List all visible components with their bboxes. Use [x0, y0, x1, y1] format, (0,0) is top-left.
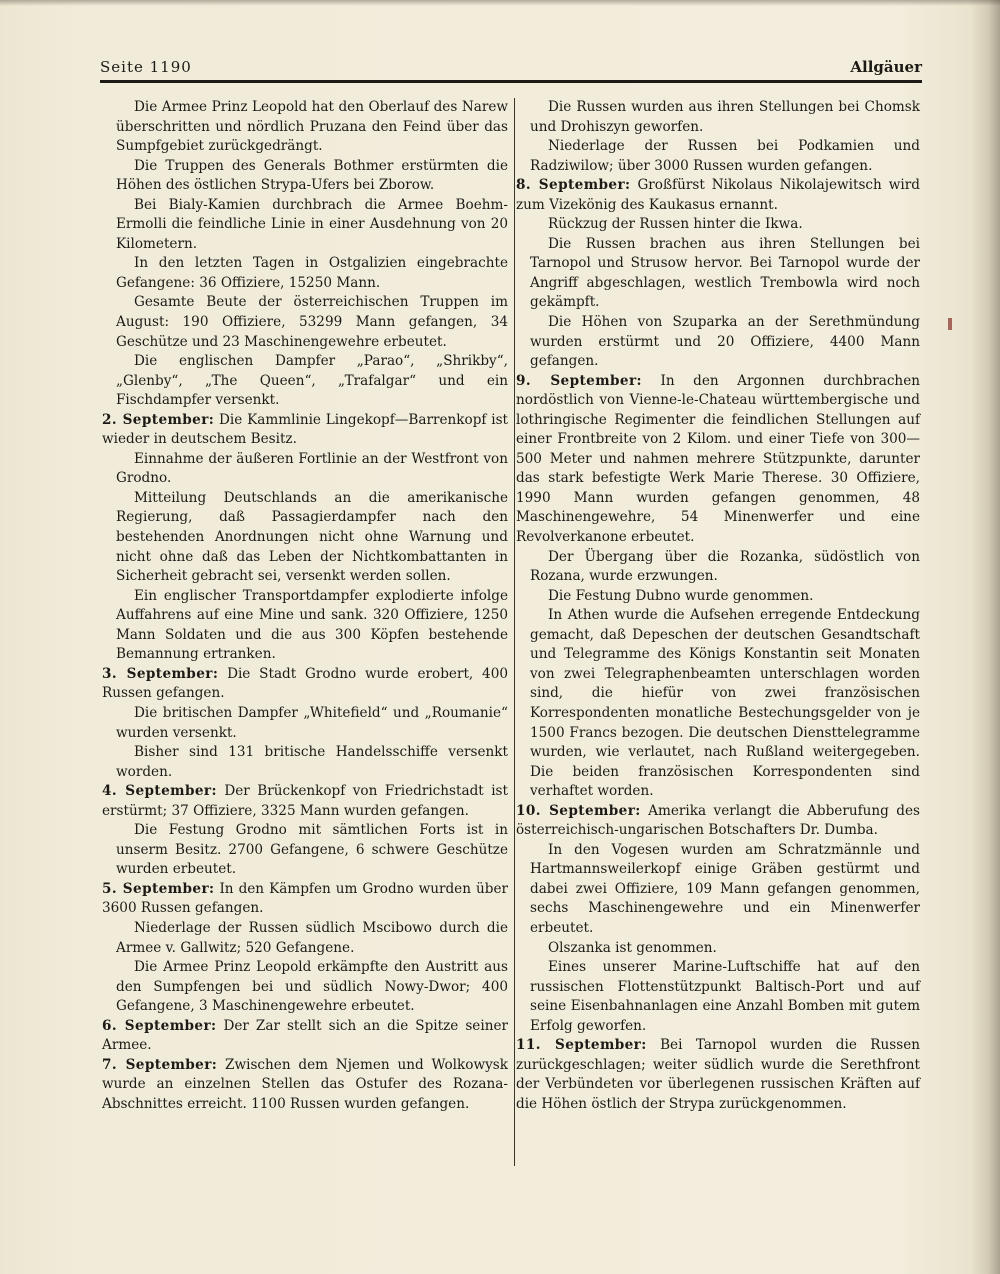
- paragraph: Die britischen Dampfer „Whitefield“ und „Roumanie“ wurden versenkt.: [116, 704, 508, 741]
- paragraph: Die Festung Grodno mit sämtlichen Forts ist in unserm Besitz. 2700 Gefangene, 6 schwere Geschütze wurden erbeutet.: [116, 822, 508, 878]
- entry-date: 8. September:: [516, 177, 631, 194]
- header-rule: [100, 80, 922, 83]
- paragraph: Niederlage der Russen südlich Mscibowo durch die Armee v. Gallwitz; 520 Gefangene.: [116, 919, 508, 956]
- column-divider: [514, 98, 515, 1166]
- paragraph: Die Truppen des Generals Bothmer erstürmten die Höhen des östlichen Strypa-Ufers bei Zborow.: [116, 157, 508, 194]
- entry-date: 2. September:: [102, 411, 215, 428]
- paragraph: Mitteilung Deutschlands an die amerikanische Regierung, daß Passagierdampfer nach den bestehenden Anordnungen nicht ohne Warnung und nicht ohne daß das Leben der Nichtkombattanten in Sicherheit gebracht sei, versenkt werden sollen.: [116, 489, 508, 585]
- paragraph: Eines unserer Marine-Luftschiffe hat auf den russischen Flottenstützpunkt Baltisch-Port und auf seine Eisenbahnanlagen eine Anzahl Bomben mit gutem Erfolg geworfen.: [530, 959, 920, 1034]
- paragraph: Die Höhen von Szuparka an der Serethmündung wurden erstürmt und 20 Offiziere, 4400 Mann gefangen.: [530, 314, 920, 370]
- entry-date: 11. September:: [516, 1037, 647, 1054]
- dated-entry: 8. September: Großfürst Nikolaus Nikolajewitsch wird zum Vizekönig des Kaukasus ernannt.: [516, 177, 920, 213]
- paragraph: Niederlage der Russen bei Podkamien und Radziwilow; über 3000 Russen wurden gefangen.: [530, 138, 920, 174]
- paragraph: Die Armee Prinz Leopold erkämpfte den Austritt aus den Sumpfengen bei und südlich Nowy-Dwor; 400 Gefangene, 3 Maschinengewehre erbeutet.: [116, 959, 508, 1015]
- paragraph: Der Übergang über die Rozanka, südöstlich von Rozana, wurde erzwungen.: [530, 548, 920, 585]
- paragraph: Die Armee Prinz Leopold hat den Oberlauf des Narew überschritten und nördlich Pruzana den Feind über das Sumpfgebiet zurückgedrängt.: [116, 99, 508, 155]
- entry-date: 7. September:: [102, 1056, 218, 1073]
- paragraph: Bisher sind 131 britische Handelsschiffe versenkt worden.: [116, 744, 508, 780]
- dated-entry: 7. September: Zwischen dem Njemen und Wolkowysk wurde an einzelnen Stellen das Ostufer des Rozana-Abschnittes erreicht. 1100 Russen wurden gefangen.: [102, 1056, 508, 1112]
- publication-title: Allgäuer: [850, 58, 922, 76]
- paragraph: Bei Bialy-Kamien durchbrach die Armee Boehm-Ermolli die feindliche Linie in einer Ausdehnung von 20 Kilometern.: [116, 196, 508, 252]
- dated-entry: 4. September: Der Brückenkopf von Friedrichstadt ist erstürmt; 37 Offiziere, 3325 Mann wurden gefangen.: [102, 783, 508, 819]
- dated-entry: 10. September: Amerika verlangt die Abberufung des österreichisch-ungarischen Botschafters Dr. Dumba.: [516, 802, 920, 839]
- paragraph: Einnahme der äußeren Fortlinie an der Westfront von Grodno.: [116, 450, 508, 487]
- paragraph: Die Festung Dubno wurde genommen.: [548, 587, 814, 604]
- paragraph: Die Russen brachen aus ihren Stellungen bei Tarnopol und Strusow hervor. Bei Tarnopol wurde der Angriff abgeschlagen, westlich Trembowla wird noch gekämpft.: [530, 235, 920, 311]
- paragraph: Olszanka ist genommen.: [548, 939, 717, 956]
- page-top-shadow: [0, 0, 1000, 6]
- dated-entry: 5. September: In den Kämpfen um Grodno wurden über 3600 Russen gefangen.: [102, 880, 508, 917]
- paragraph: In den Vogesen wurden am Schratzmännle und Hartmannsweilerkopf einige Gräben gestürmt und dabei zwei Offiziere, 109 Mann gefangen genommen, sechs Maschinengewehre und ein Minenwerfer erbeutet.: [530, 841, 920, 936]
- ink-mark: [948, 318, 952, 330]
- entry-date: 10. September:: [516, 802, 641, 819]
- dated-entry: 11. September: Bei Tarnopol wurden die Russen zurückgeschlagen; weiter südlich wurde die Serethfront der Verbündeten vor überlegenen russischen Kräften auf die Höhen östlich der Strypa zurückgenommen.: [516, 1037, 920, 1112]
- dated-entry: 2. September: Die Kammlinie Lingekopf—Barrenkopf ist wieder in deutschem Besitz.: [102, 411, 509, 448]
- paragraph: Die englischen Dampfer „Parao“, „Shrikby“, „Glenby“, „The Queen“, „Trafalgar“ und ein Fischdampfer versenkt.: [116, 353, 508, 409]
- paragraph: Die Russen wurden aus ihren Stellungen bei Chomsk und Drohiszyn geworfen.: [530, 99, 920, 135]
- page-header: [100, 58, 922, 82]
- paragraph: Gesamte Beute der österreichischen Truppen im August: 190 Offiziere, 53299 Mann gefangen, 34 Geschütze und 23 Maschinengewehre erbeutet.: [116, 294, 508, 350]
- paragraph: Ein englischer Transportdampfer explodierte infolge Auffahrens auf eine Mine und sank. 320 Offiziere, 1250 Mann Soldaten und die aus 300 Köpfen bestehende Bemannung ertranken.: [116, 587, 508, 663]
- paragraph: Rückzug der Russen hinter die Ikwa.: [548, 216, 803, 233]
- left-column: [102, 98, 509, 1114]
- dated-entry: 6. September: Der Zar stellt sich an die Spitze seiner Armee.: [102, 1017, 508, 1054]
- entry-date: 9. September:: [516, 372, 642, 389]
- dated-entry: 9. September: In den Argonnen durchbrachen nordöstlich von Vienne-le-Chateau württembergische und lothringische Regimenter die feindlichen Stellungen auf einer Frontbreite von 2 Kilom. und einer Tiefe von 300—500 Meter und nahmen mehrere Stützpunkte, darunter das stark befestigte Werk Marie Therese. 30 Offiziere, 1990 Mann wurden gefangen genommen, 48 Maschinengewehre, 54 Minenwerfer und eine Revolverkanone erbeutet.: [516, 372, 920, 546]
- dated-entry: 3. September: Die Stadt Grodno wurde erobert, 400 Russen gefangen.: [102, 665, 508, 702]
- page-number: Seite 1190: [100, 58, 192, 76]
- entry-date: 3. September:: [102, 665, 219, 682]
- entry-date: 4. September:: [102, 783, 217, 800]
- entry-date: 6. September:: [102, 1017, 217, 1034]
- paragraph: In den letzten Tagen in Ostgalizien eingebrachte Gefangene: 36 Offiziere, 15250 Mann.: [116, 255, 508, 291]
- entry-date: 5. September:: [102, 880, 215, 897]
- page-binding-shadow: [970, 0, 1000, 1274]
- right-column: [516, 98, 920, 1114]
- paragraph: In Athen wurde die Aufsehen erregende Entdeckung gemacht, daß Depeschen der deutschen Gesandtschaft und Telegramme des Königs Konstantin seit Monaten von zwei Telegraphenbeamten unterschlagen worden sind, die hiefür von zwei französischen Korrespondenten monatliche Bestechungsgelder von je 1500 Francs bezogen. Die deutschen Diensttelegramme wurden, wie verlautet, nach Rußland weitergegeben. Die beiden französischen Korrespondenten sind verhaftet worden.: [530, 607, 920, 800]
